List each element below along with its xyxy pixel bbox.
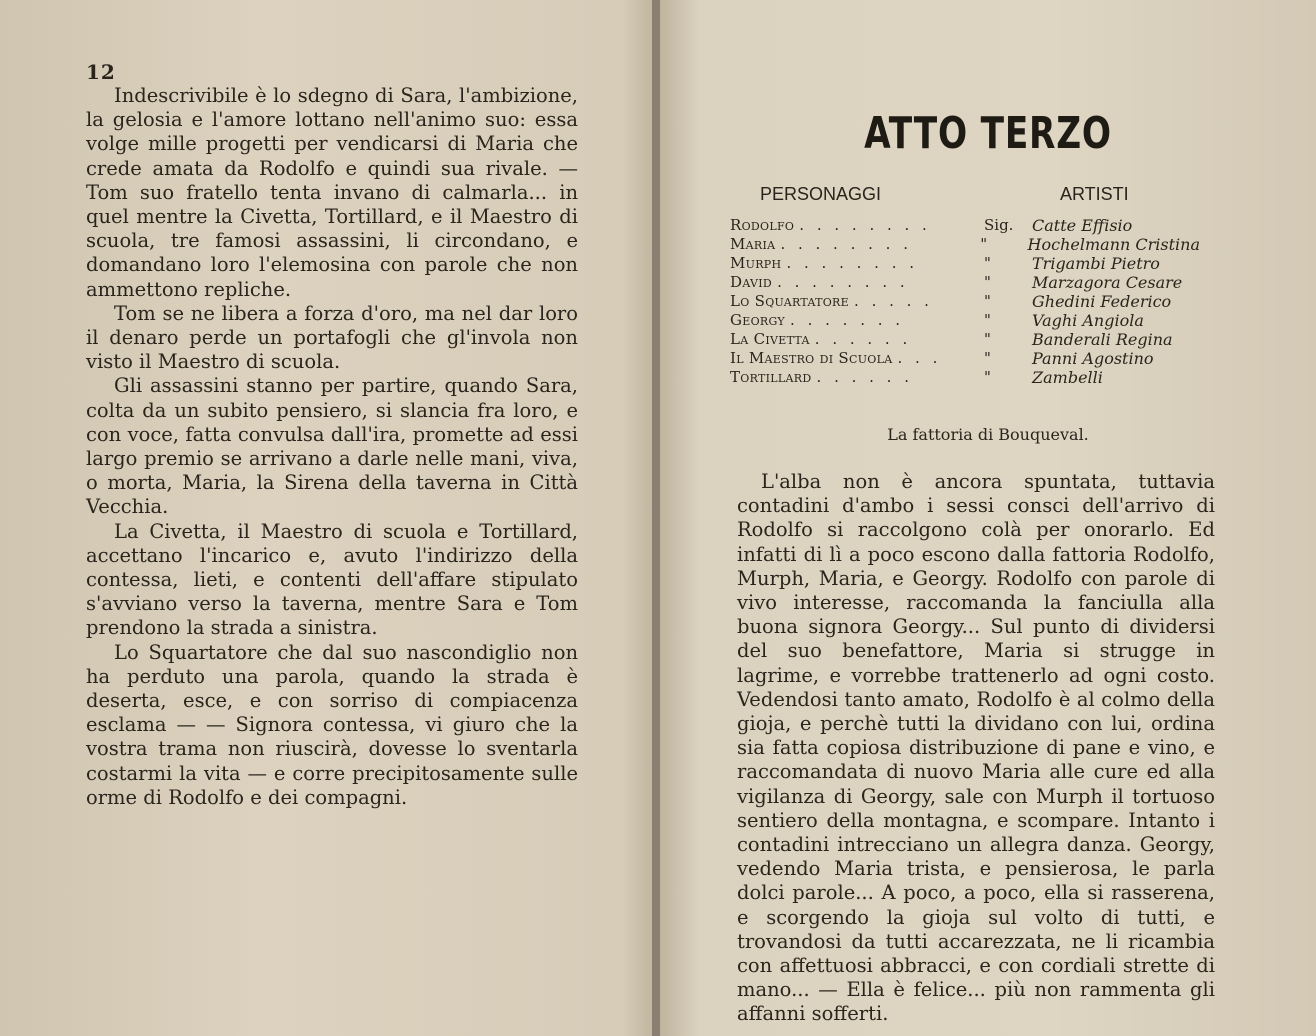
sig-prefix: " — [980, 235, 988, 253]
cast-list — [730, 216, 1200, 387]
sig-prefix: " — [984, 292, 991, 310]
right-page-body — [737, 470, 1215, 1027]
left-page-body — [86, 84, 578, 810]
leader-dots: . . . — [897, 349, 942, 367]
sig-prefix: " — [984, 349, 991, 367]
artisti-heading: ARTISTI — [1060, 184, 1129, 204]
role-name: David — [730, 273, 773, 291]
leader-dots: . . . . . — [854, 292, 933, 310]
paragraph: Tom se ne libera a forza d'oro, ma nel dar loro il denaro perde un portafogli che gl'invola non visto il Maestro di scuola. — [86, 301, 578, 374]
paragraph: Lo Squartatore che dal suo nascondiglio non ha perduto una parola, quando la strada è deserta, esce, e con sorriso di compiacenza esclama — — Signora contessa, vi giuro che la vostra trama non riuscirà, dovesse lo sventarla costarmi la vita — e corre precipitosamente sulle orme di Rodolfo e dei compagni. — [86, 640, 578, 809]
cast-row — [730, 292, 1200, 311]
role-name: Maria — [730, 235, 776, 253]
cast-row — [730, 216, 1200, 235]
leader-dots: . . . . . . . . — [799, 216, 931, 234]
artist-name: Marzagora Cesare — [1032, 273, 1183, 292]
role-name: La Civetta — [730, 330, 810, 348]
artist-name: Zambelli — [1032, 368, 1103, 387]
role-name: Murph — [730, 254, 782, 272]
leader-dots: . . . . . . . . — [777, 273, 909, 291]
leader-dots: . . . . . . — [816, 368, 913, 386]
personaggi-heading: PERSONAGGI — [760, 184, 882, 204]
cast-row — [730, 349, 1200, 368]
role-name: Rodolfo — [730, 216, 795, 234]
role-name: Lo Squartatore — [730, 292, 849, 310]
sig-prefix: " — [984, 254, 991, 272]
cast-row — [730, 330, 1200, 349]
role-name: Il Maestro di Scuola — [730, 349, 893, 367]
role-name: Tortillard — [730, 368, 812, 386]
sig-prefix: " — [984, 273, 991, 291]
scene-heading: La fattoria di Bouqueval. — [887, 425, 1089, 444]
page-number: 12 — [86, 60, 116, 84]
paragraph: La Civetta, il Maestro di scuola e Tortillard, accettano l'incarico e, avuto l'indirizzo della contessa, lieti, e contenti dell'affare stipulato s'avviano verso la taverna, mentre Sara e Tom prendono la strada a sinistra. — [86, 519, 578, 640]
artist-name: Banderali Regina — [1032, 330, 1173, 349]
cast-row — [730, 235, 1200, 254]
paragraph: Indescrivibile è lo sdegno di Sara, l'ambizione, la gelosia e l'amore lottano nell'animo suo: essa volge mille progetti per vendicarsi di Maria che crede amata da Rodolfo e quindi sua rivale. — Tom suo fratello tenta invano di calmarla... in quel mentre la Civetta, Tortillard, e il Maestro di scuola, tre famosi assassini, li circondano, e domandano loro l'elemosina con parole che non ammettono repliche. — [86, 84, 578, 301]
leader-dots: . . . . . . . . — [780, 235, 912, 253]
sig-prefix: " — [984, 311, 991, 329]
cast-row — [730, 368, 1200, 387]
artist-name: Vaghi Angiola — [1032, 311, 1144, 330]
artist-name: Catte Effisio — [1032, 216, 1133, 235]
act-title: ATTO TERZO — [864, 108, 1112, 159]
artist-name: Panni Agostino — [1032, 349, 1154, 368]
role-name: Georgy — [730, 311, 785, 329]
sig-prefix: " — [984, 330, 991, 348]
cast-row — [730, 273, 1200, 292]
cast-row — [730, 311, 1200, 330]
leader-dots: . . . . . . . . — [786, 254, 919, 272]
artist-name: Trigambi Pietro — [1032, 254, 1160, 273]
sig-prefix: Sig. — [984, 216, 1014, 234]
artist-name: Hochelmann Cristina — [1027, 235, 1200, 254]
paragraph: Gli assassini stanno per partire, quando Sara, colta da un subito pensiero, si slancia fra loro, e con voce, fatta convulsa dall'ira, promette ad essi largo premio se arrivano a darle nelle mani, viva, o morta, Maria, la Sirena della taverna in Città Vecchia. — [86, 374, 578, 519]
leader-dots: . . . . . . — [814, 330, 912, 348]
leader-dots: . . . . . . . — [790, 311, 905, 329]
paragraph: L'alba non è ancora spuntata, tuttavia contadini d'ambo i sessi consci dell'arrivo di Rodolfo si raccolgono colà per onorarlo. Ed infatti di lì a poco escono dalla fattoria Rodolfo, Murph, Maria, e Georgy. Rodolfo con parole di vivo interesse, raccomanda la fanciulla alla buona signora Georgy... Sul punto di dividersi del suo benefattore, Maria si strugge in lagrime, e vorrebbe trattenerlo ad ogni costo. Vedendosi tanto amato, Rodolfo è al colmo della gioja, e perchè tutti la dividano con lui, ordina sia fatta copiosa distribuzione di pane e vino, e raccomandata di nuovo Maria alle cure ed alla vigilanza di Georgy, sale con Murph il tortuoso sentiero della montagna, e scompare. Intanto i contadini intrecciano un allegra danza. Georgy, vedendo Maria trista, e pensierosa, le parla dolci parole... A poco, a poco, ella si rasserena, e scorgendo la gioja sul volto di tutti, e trovandosi da tutti accarezzata, ne li ricambia con affettuosi abbracci, e con cordiali strette di mano... — Ella è felice... più non rammenta gli affanni sofferti. — [737, 470, 1215, 1026]
sig-prefix: " — [984, 368, 991, 386]
cast-row — [730, 254, 1200, 273]
artist-name: Ghedini Federico — [1032, 292, 1172, 311]
